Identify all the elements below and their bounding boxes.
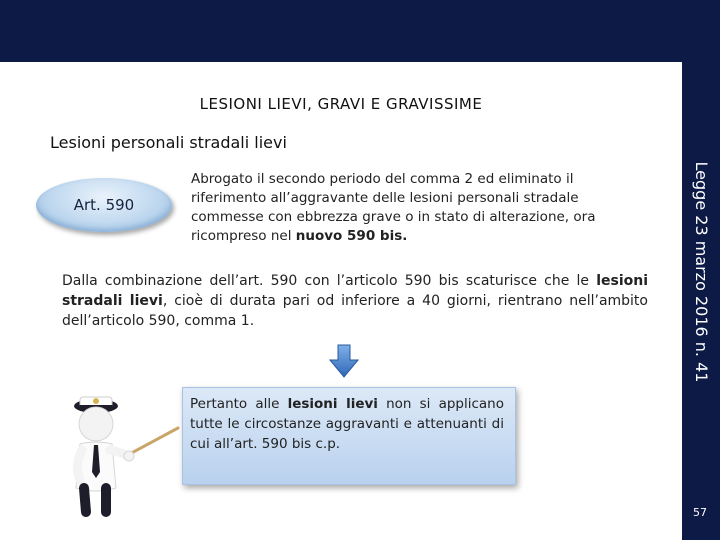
combination-paragraph bbox=[62, 271, 648, 331]
combination-text-start: Dalla combinazione dell’art. 590 con l’articolo 590 bis scaturisce che le bbox=[62, 273, 597, 289]
officer-pointing-illustration bbox=[50, 388, 180, 518]
description-paragraph bbox=[191, 170, 651, 246]
conclusion-text-start: Pertanto alle bbox=[190, 396, 288, 412]
conclusion-paragraph bbox=[190, 394, 504, 454]
top-banner bbox=[0, 0, 720, 62]
page-number: 57 bbox=[693, 506, 707, 519]
slide-subtitle: Lesioni personali stradali lievi bbox=[50, 133, 287, 152]
conclusion-highlight: lesioni lievi bbox=[287, 396, 378, 412]
article-badge bbox=[36, 178, 172, 232]
down-arrow-icon bbox=[329, 344, 359, 378]
description-highlight: nuovo 590 bis. bbox=[295, 228, 408, 244]
article-badge-label: Art. 590 bbox=[73, 196, 135, 214]
combination-highlight: lesioni stradali lievi bbox=[62, 273, 648, 309]
conclusion-text-end: non si applicano tutte le circostanze aggravanti e attenuanti di cui all’art. 590 bis c.p. bbox=[190, 396, 504, 452]
slide-title: LESIONI LIEVI, GRAVI E GRAVISSIME bbox=[199, 95, 483, 113]
law-reference-label: Legge 23 marzo 2016 n. 41 bbox=[692, 161, 711, 383]
description-text: Abrogato il secondo periodo del comma 2 ed eliminato il riferimento all’aggravante delle lesioni personali stradale commesse con ebbrezza grave o in stato di alterazione, ora ricompreso nel bbox=[191, 171, 596, 244]
combination-text-end: , cioè di durata pari od inferiore a 40 giorni, rientrano nell’ambito dell’articolo 590, comma 1. bbox=[62, 293, 648, 329]
